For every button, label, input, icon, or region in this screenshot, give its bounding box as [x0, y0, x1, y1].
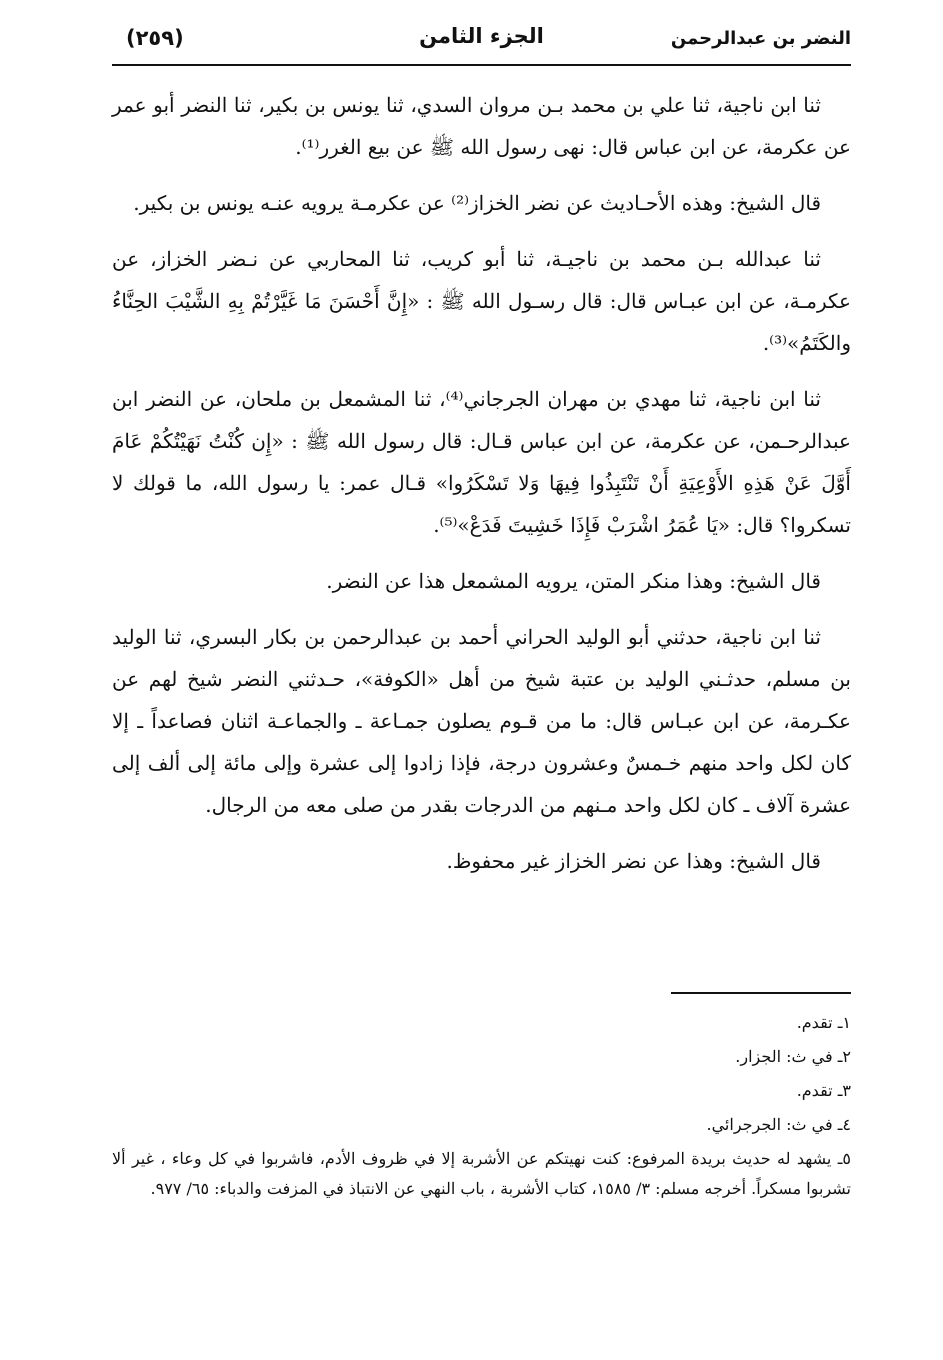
footnotes: [112, 1008, 851, 1208]
paragraph-sheikh-comment-1: قال الشيخ: وهذه الأحـاديث عن نضر الخزاز⁽²⁾ عن عكرمـة يرويه عنـه يونس بن بكير.: [133, 191, 821, 215]
page-header: [112, 22, 851, 62]
main-text: [112, 84, 851, 896]
paragraph-hadith-gharar: ثنا ابن ناجية، ثنا علي بن محمد بـن مروان السدي، ثنا يونس بن بكير، ثنا النضر أبو عمر عن عكرمة، عن ابن عباس قال: نهى رسول الله ﷺ عن بيع الغرر⁽¹⁾.: [112, 93, 851, 159]
page-number: (٢٥٩): [126, 26, 184, 50]
footnote-3: ٣ـ تقدم.: [796, 1081, 851, 1100]
paragraph-hadith-vessels: ثنا ابن ناجية، ثنا مهدي بن مهران الجرجاني⁽⁴⁾، ثنا المشمعل بن ملحان، عن النضر ابن عبدالرحـمن، عن عكرمة، عن ابن عباس قـال: قال رسول الله ﷺ : «إِن كُنْتُ نَهَيْتُكُمْ عَامَ أَوَّلَ عَنْ هَذِهِ الأَوْعِيَةِ أَنْ تَنْتَبِذُوا فِيهَا وَلا تَسْكَرُوا» قـال عمر: يا رسول الله، ما قولك لا تسكروا؟ قال: «يَا عُمَرُ اشْرَبْ فَإِذَا خَشِيتَ فَدَعْ»⁽⁵⁾.: [112, 387, 851, 537]
footnote-5: ٥ـ يشهد له حديث بريدة المرفوع: كنت نهيتكم عن الأشربة إلا في ظروف الأدم، فاشربوا في كل وعاء ، غير ألا تشربوا مسكراً. أخرجه مسلم: ٣/ ١٥٨٥، كتاب الأشربة ، باب النهي عن الانتباذ في المزفت والدباء: ٦٥/ ٩٧٧.: [112, 1149, 852, 1198]
paragraph-hadith-henna: ثنا عبدالله بـن محمد بن ناجيـة، ثنا أبو كريب، ثنا المحاربي عن نـضر الخزاز، عن عكرمـة، عن ابن عبـاس قال: قال رسـول الله ﷺ : «إِنَّ أَحْسَنَ مَا غَيَّرْتُمْ بِهِ الشَّيْبَ الحِنَّاءُ والكَتَمُ»⁽³⁾.: [112, 247, 851, 355]
footnote-1: ١ـ تقدم.: [796, 1013, 851, 1032]
header-divider: [112, 64, 851, 66]
paragraph-sheikh-comment-2: قال الشيخ: وهذا منكر المتن، يرويه المشمعل هذا عن النضر.: [326, 569, 821, 593]
running-title-volume: الجزء الثامن: [419, 24, 544, 48]
footnote-4: ٤ـ في ث: الجرجرائي.: [706, 1115, 851, 1134]
footnote-divider: [671, 992, 851, 994]
paragraph-sheikh-comment-3: قال الشيخ: وهذا عن نضر الخزاز غير محفوظ.: [446, 849, 821, 873]
running-title-author: النضر بن عبدالرحمن: [670, 28, 851, 49]
paragraph-hadith-congregation: ثنا ابن ناجية، حدثني أبو الوليد الحراني أحمد بن عبدالرحمن بن بكار البسري، ثنا الوليد بن مسلم، حدثـني الوليد بن عتبة شيخ من أهل «الكوفة»، حـدثني النضر شيخ لهم عن عكـرمة، عن ابن عبـاس قال: ما من قـوم يصلون جمـاعة ـ والجماعـة اثنان فصاعداً ـ إلا كان لكل واحد منهم خـمسٌ وعشرون درجة، فإذا زادوا إلى عشرة وإلى مائة إلى ألف إلى عشرة آلاف ـ كان لكل واحد مـنهم من الدرجات بقدر من صلى معه من الرجال.: [112, 625, 851, 817]
footnote-2: ٢ـ في ث: الجزار.: [735, 1047, 851, 1066]
